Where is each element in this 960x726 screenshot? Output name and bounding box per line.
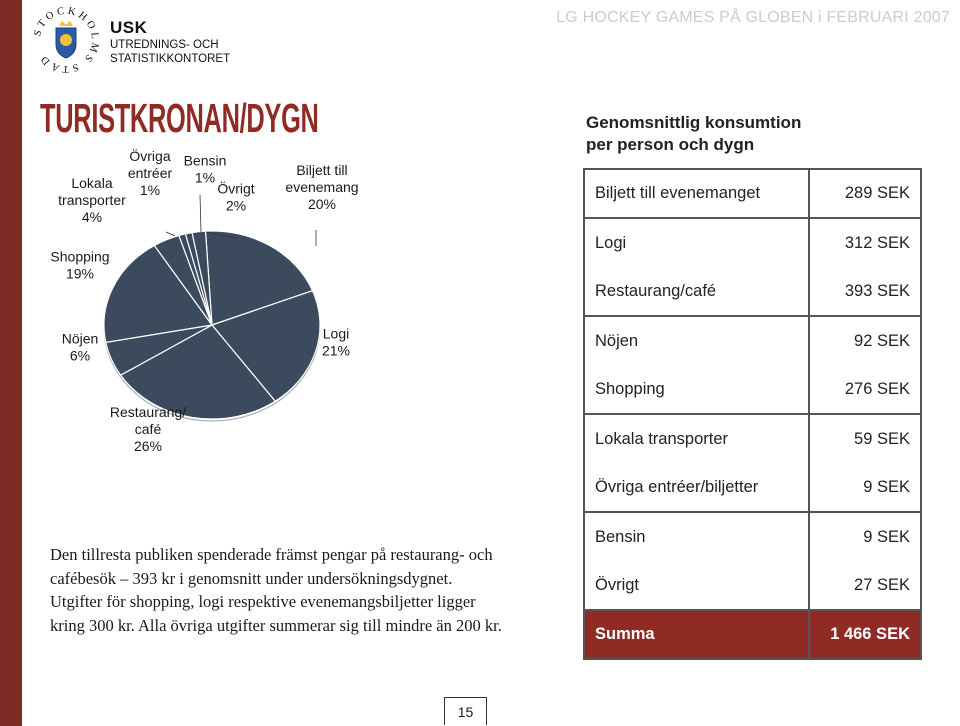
row-label: Lokala transporter	[584, 414, 809, 463]
pie-leader-line	[200, 195, 201, 232]
table-row	[584, 169, 921, 218]
row-value: 59 SEK	[809, 414, 921, 463]
row-value: 27 SEK	[809, 561, 921, 610]
sum-label: Summa	[584, 610, 809, 659]
row-value: 393 SEK	[809, 267, 921, 316]
summary-line-2: cafébesök – 393 kr i genomsnitt under undersökningsdygnet.	[50, 568, 453, 588]
row-label: Shopping	[584, 365, 809, 414]
event-title: LG HOCKEY GAMES PÅ GLOBEN i FEBRUARI 2007	[556, 9, 950, 26]
org-line-1: UTREDNINGS- OCH	[110, 39, 219, 51]
row-label: Bensin	[584, 512, 809, 561]
summary-line-1: Den tillresta publiken spenderade främst pengar på restaurang- och	[50, 545, 493, 564]
sum-row	[584, 610, 921, 659]
table-row	[584, 316, 921, 365]
summary-line-4: kring 300 kr. Alla övriga utgifter summerar sig till mindre än 200 kr.	[50, 615, 502, 635]
sum-value: 1 466 SEK	[809, 610, 921, 659]
row-label: Övrigt	[584, 561, 809, 610]
pie-label-n-jen: Nöjen 6%	[61, 330, 99, 364]
pie-label--vrigt: Övrigt 2%	[217, 180, 255, 214]
pie-label-shopping: Shopping 19%	[50, 248, 110, 282]
row-value: 276 SEK	[809, 365, 921, 414]
summary-text	[50, 543, 570, 637]
table-row	[584, 267, 921, 316]
row-value: 9 SEK	[809, 463, 921, 512]
org-abbr: USK	[110, 18, 148, 37]
pie-leader-line	[166, 232, 175, 236]
consumption-table	[583, 168, 922, 660]
svg-text:STOCKHOLMS STAD: STOCKHOLMS STAD	[32, 5, 101, 75]
table-title	[586, 112, 801, 156]
page-number: 15	[444, 697, 487, 725]
page-title: TURISTKRONAN/DYGN	[40, 95, 319, 141]
pie-label-restaurang-caf-: Restaurang/ café 26%	[109, 404, 187, 454]
row-label: Restaurang/café	[584, 267, 809, 316]
row-value: 289 SEK	[809, 169, 921, 218]
table-row	[584, 512, 921, 561]
row-label: Nöjen	[584, 316, 809, 365]
pie-chart	[0, 0, 560, 520]
table-row	[584, 218, 921, 267]
row-value: 312 SEK	[809, 218, 921, 267]
row-label: Biljett till evenemanget	[584, 169, 809, 218]
pie-label-logi: Logi 21%	[321, 325, 351, 359]
row-value: 92 SEK	[809, 316, 921, 365]
summary-line-3: Utgifter för shopping, logi respektive evenemangsbiljetter ligger	[50, 592, 476, 611]
pie-label-bensin: Bensin 1%	[183, 152, 227, 186]
row-value: 9 SEK	[809, 512, 921, 561]
pie-label-lokala-transporter: Lokala transporter 4%	[58, 175, 126, 225]
table-row	[584, 365, 921, 414]
table-title-line-1: Genomsnittlig konsumtion	[586, 113, 802, 132]
table-row	[584, 414, 921, 463]
pie-label-biljett-till-evenemang: Biljett till evenemang 20%	[285, 162, 359, 212]
table-row	[584, 463, 921, 512]
pie-chart-svg	[0, 0, 560, 520]
row-label: Övriga entréer/biljetter	[584, 463, 809, 512]
table-row	[584, 561, 921, 610]
row-label: Logi	[584, 218, 809, 267]
table-title-line-2: per person och dygn	[586, 135, 755, 154]
org-line-2: STATISTIKKONTORET	[110, 53, 231, 65]
pie-label--vriga-entr-er: Övriga entréer 1%	[127, 148, 173, 198]
